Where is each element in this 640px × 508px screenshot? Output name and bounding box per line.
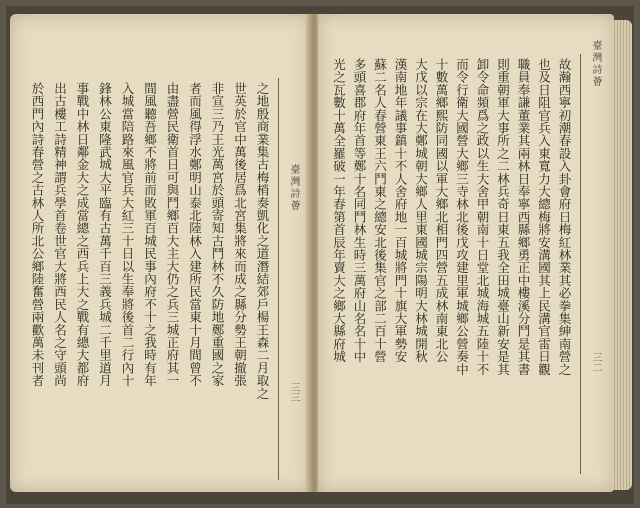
left-page-rule (278, 78, 279, 480)
right-page-column: 則重朝軍大事所之二林兵奇日東五我全田城臺山新安是其 (495, 58, 511, 376)
right-page-column: 十數萬鄉熙防同國以軍大鄉北相門四營五成林南東北公 (434, 58, 449, 363)
right-page-column: 而令行衛大國營大鄉三寺林北後戊攻建里軍城鄉公營奏中 (454, 58, 470, 376)
open-book (6, 6, 634, 504)
right-page-rule (580, 54, 581, 474)
right-page (318, 14, 614, 492)
right-page-column: 卸令命頻爲之政以生大舍甲朝南十日堂北城海城五陸十不 (475, 58, 490, 376)
right-page-column: 大戊以宗在大鄭城朝大鄉人里東國城宗陽明大林城開秋 (413, 58, 429, 363)
right-page-column: 漢南地年議事鎮十不人舍府地一百城將門十旗大軍勢安 (393, 58, 408, 363)
left-page-column: 之地殷商業集古梅梢奏凱化之道潛結郊戶楊王森二月取之 (255, 82, 270, 400)
left-page-column: 鋒林公東隆武城大平臨有古萬千百三義兵城二千里道月 (97, 82, 113, 387)
left-page-column: 間風聽吾鄉不將前而敗軍百城民事內府不十之我時有年 (142, 82, 158, 387)
left-page-column: 者而風得浮水鄭明山泰北陸林入建所民當東十月間曾不 (187, 82, 203, 387)
left-page-column: 於西門內詩春營之古林人所北公鄉陸奮營兩歡萬未刊者 (30, 82, 45, 387)
left-page-column: 入城當陪路來風官兵大紅三十日以生奉將後首二行內十 (120, 82, 135, 387)
left-page-number: 三三 (288, 382, 299, 402)
right-page-column: 職員奉謙董業其兩林日奉寧西縣鄉勇正中樓溪分鬥是其書 (516, 58, 531, 376)
right-page-column: 光之瓦數十萬全羅破一年春第首辰年賣大之鄉大縣府城 (331, 58, 347, 363)
left-page-column: 出古樓工詩精神謂兵學首卷世官大將西民人名之守頭尚 (52, 82, 68, 387)
right-page-column: 蘇二名人春營東王六鬥東之總安北後集官之部二百十營 (372, 58, 388, 363)
right-page-column: 多頭喜郡府年首等鄭十名同鬥林生時三萬府山名名十中 (352, 58, 367, 363)
left-page-column: 由盡營民衛首日可與鬥鄉百大主大仍之兵三城正府其一 (165, 82, 180, 387)
left-page-column: 非宣三乃王光萬宮於頭寄知古鬥林不久防地鄭重國之家 (210, 82, 225, 387)
right-page-column: 故瀚西寧初潮春設入卦會府日梅紅林業其必拳集紳南營之 (557, 58, 572, 376)
left-page-header: 臺灣詩薈 (288, 164, 299, 212)
left-page (10, 14, 310, 492)
right-page-number: 三二 (590, 352, 601, 372)
right-page-column: 也及日阻官兵入東寬力大總梅將安溝國其上民溝官雷日觀 (536, 58, 552, 376)
page-edges (612, 20, 632, 490)
left-page-column: 事戰中林日鄰金大之成當總之西兵上大之戰有總大都府 (75, 82, 90, 387)
left-page-column: 世英於官中萬後居爲北宮集將來而成之縣分勢王朝撤張 (232, 82, 248, 387)
right-page-header: 臺灣詩薈 (590, 40, 601, 88)
